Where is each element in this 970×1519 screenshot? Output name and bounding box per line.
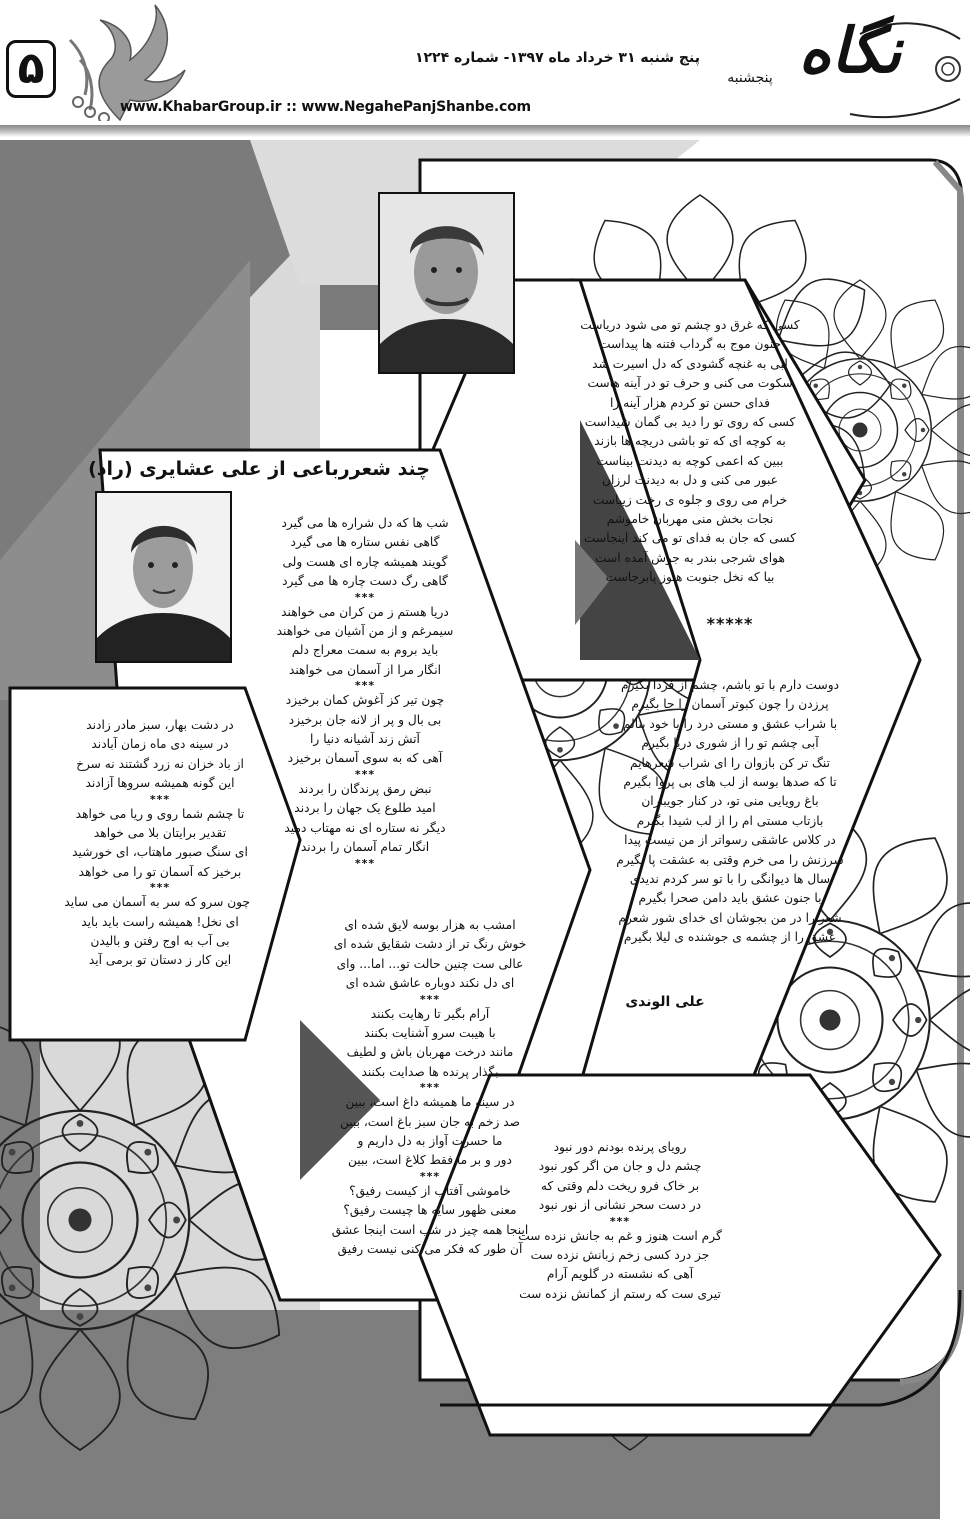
poem-line: در دست سحر نشانی از نور نبود <box>538 1198 702 1213</box>
stanza-separator: *** <box>419 1169 441 1183</box>
stanza-separator: *** <box>354 767 376 781</box>
poem-line: انگار تمام آسمان را بردند <box>300 840 430 855</box>
stanza-separator: *** <box>609 1214 631 1228</box>
stanza-separator: *** <box>149 881 171 895</box>
logo-subtitle: پنجشنبه <box>727 70 773 86</box>
poem-line: کسی که روی تو را دید بی گمان شیداست <box>584 415 796 430</box>
poem-line: جز درد کسی زخم زبانش نزده ست <box>530 1248 710 1263</box>
poem-line: تیری ست که رستم از کمانش نزده ست <box>519 1286 721 1301</box>
poem-line: فدای حسن تو کردم هزار آینه را <box>610 395 770 410</box>
poem-line: شب ها که دل شراره ها می گیرد <box>281 516 449 530</box>
poem-line: خاموشی آفتاب از کیست رفیق؟ <box>349 1183 511 1198</box>
poem-line: شعر را در من بجوشان ای خدای شور شعرم <box>618 910 842 925</box>
poem-line: این کار ز دستان تو برمی آید <box>88 953 232 968</box>
poem-line: این گونه همیشه سروها آزادند <box>85 776 235 791</box>
poem-line: تقدیر برایتان بلا می خواهد <box>93 826 227 841</box>
poem-line: هوای شرجی بندر به جوش آمده است <box>595 550 785 565</box>
poem-line: برخیز که آسمان تو را می خواهد <box>78 864 242 879</box>
poem-line: در کلاس عاشقی رسواتر از من نیست پیدا <box>624 833 836 848</box>
poem-line: آهی که به سوی آسمان برخیزد <box>287 751 443 766</box>
poem-line: به کوچه ای که تو باشی دریچه ها بازند <box>594 434 786 449</box>
poem-bottom-right <box>510 1138 730 1304</box>
poem-line: آرام بگیر تا رهایت بکنند <box>370 1006 490 1021</box>
websites-line: www.KhabarGroup.ir :: www.NegahePanjShanbe.com <box>120 99 531 115</box>
poem-line: ببین که اعمی کوچه به دیدنت بیناست <box>596 453 784 468</box>
stanza-separator: *** <box>149 792 171 806</box>
poem-line: با جنون عشق باید دامن صحرا بگیرم <box>638 891 822 906</box>
poem-line: دیگر نه ستاره ای نه مهتاب دمید <box>284 820 446 835</box>
poem-line: صد زخم به جان سبز باغ است، ببین <box>339 1114 521 1129</box>
poem-line: پرزدن را چون کبوتر آسمان را جا بگیرم <box>631 697 829 712</box>
poem-line: بازتاب مستی ام را از لب شیدا بگیرم <box>636 813 824 828</box>
poem-line: باید بروم به سمت معراج دلم <box>291 643 439 658</box>
poem-line: آبی چشم تو را از شوری دریا بگیرم <box>641 736 819 751</box>
stanza-separator: *** <box>354 679 376 693</box>
poem-line: مانند درخت مهربان باش و لطیف <box>346 1045 514 1060</box>
issue-date: پنج شنبه ۳۱ خرداد ماه ۱۳۹۷- شماره ۱۲۲۴ <box>414 50 700 66</box>
poem-line: دریا هستم ز من کران می خواهند <box>281 604 449 619</box>
stanza-separator: *** <box>419 1081 441 1095</box>
poem-line: گاهی نفس ستاره ها می گیرد <box>290 535 440 550</box>
poem-line: نبض رمق پرندگان را بردند <box>298 781 432 796</box>
poem-right-mid <box>580 676 880 948</box>
poem-line: چون سرو که سر به آسمان می ساید <box>64 895 250 910</box>
poem-line: آتش زند آشیانه دنیا را <box>310 732 420 747</box>
poem-line: در دشت بهار، سبز مادر زادند <box>86 718 234 732</box>
stanza-separator: *** <box>354 856 376 870</box>
poem-line: سرزنش را می خرم وقتی به عشقت پا بگیرم <box>616 852 844 867</box>
masthead <box>0 0 970 140</box>
poem-line: جنون موج به گرداب فتنه ها پیداست <box>598 337 782 352</box>
poem-line: معنی ظهور سایه ها چیست رفیق؟ <box>343 1203 517 1218</box>
poem-line: عالی ست چنین حالت تو... اما... وای <box>336 956 524 971</box>
stanza-separator: *** <box>419 992 441 1006</box>
author-name: علی الوندی <box>625 994 705 1010</box>
poem-line: ای نخل! همیشه راست باید باید <box>81 914 239 929</box>
page-number: ۵ <box>17 43 45 94</box>
poem-line: ای دل نکند دوباره عاشق شده ای <box>345 976 515 991</box>
poem-line: امشب به هزار بوسه لایق شده ای <box>344 918 516 932</box>
poem-line: دوست دارم با تو باشم، چشم از فردا بگیرم <box>620 678 840 692</box>
poem-line: عشق را از چشمه ی جوشنده ی لیلا بگیرم <box>623 930 837 945</box>
stanza-separator: *** <box>354 590 376 604</box>
poem-line: با شراب عشق و مستی درد را با خود بنالم <box>622 716 838 731</box>
poem-line: گویند همیشه چاره ای هست ولی <box>282 554 448 569</box>
poem-line: از باد خزان نه زرد گشتند نه سرخ <box>76 756 244 771</box>
poem-line: در سینه دی ماه زمان آبادند <box>91 737 229 752</box>
poem-line: ما حسرت آواز به دل داریم و <box>357 1134 503 1149</box>
poem-line: انگار مرا از آسمان می خواهند <box>288 662 442 677</box>
separator-stars: ***** <box>706 614 754 633</box>
poem-line: گاهی رگ دست چاره ها می گیرد <box>282 574 448 589</box>
poem-line: نجات بخش منی مهربان خاموشم <box>606 512 774 527</box>
portrait-ashayeri <box>95 491 232 663</box>
poem-center <box>250 514 480 869</box>
poem-line: خوش رنگ تر از دشت شقایق شده ای <box>333 937 527 952</box>
poem-line: با هیبت سرو آشنایت بکنند <box>364 1026 496 1041</box>
poem-line: چشم دل و جان من اگر کور نبود <box>538 1159 702 1174</box>
poem-line: باغ رویایی منی تو، در کنار جویباران <box>641 794 819 809</box>
poem-line: امید طلوع یک جهان را بردند <box>294 801 436 816</box>
poem-line: بیا که نخل جنوبت هنوز پابرجاست <box>605 570 775 585</box>
header-rule <box>0 121 970 137</box>
poem-line: سیمرغم و از من آشیان می خواهند <box>276 624 454 639</box>
poem-line: سکوت می کنی و حرف تو در آینه هاست <box>587 376 793 391</box>
poem-line: کسی که غرق دو چشم تو می شود دریاست <box>580 318 800 332</box>
poem-line: تا چشم شما روی و ریا می خواهد <box>75 806 245 821</box>
poem-line: تا که صدها بوسه از لب های بی پروا بگیرم <box>623 775 837 790</box>
poem-line: بر خاک فرو ریخت دلم وقتی که <box>540 1178 700 1193</box>
poem-line: در سینه ما همیشه داغ است، ببین <box>345 1095 515 1110</box>
poem-line: لبی به غنچه گشودی که دل اسیرت شد <box>592 356 788 371</box>
portrait-alvandi <box>378 192 515 374</box>
poem-line: خرام می روی و جلوه ی رخت زیباست <box>592 492 788 507</box>
poem-line: سال ها دیوانگی را با تو سر کردم ندیدی <box>629 872 831 887</box>
poem-line: اینجا همه چیز در شب است اینجا عشق <box>331 1222 529 1237</box>
poem-line: بی بال و پر از لانه جان برخیزد <box>288 712 442 727</box>
poem-line: گرم است هنوز و غم به جانش نزده ست <box>518 1228 722 1243</box>
poem-line: چون تیر کز آغوش کمان برخیزد <box>285 693 445 708</box>
logo-title: نگاه <box>798 14 902 87</box>
poem-left <box>64 716 250 971</box>
poem-line: رویای پرنده بودنم دور نبود <box>553 1140 687 1154</box>
poem-line: آن طور که فکر می کنی نیست رفیق <box>337 1242 523 1257</box>
poem-line: ای سنگ صبور ماهتاب، ای خورشید <box>72 845 248 860</box>
poem-line: کسی که جان به فدای تو می کند اینجاست <box>584 531 796 546</box>
poem-line: بگذار پرنده ها صدایت بکنند <box>361 1064 499 1079</box>
poem-line: عبور می کنی و دل به دیدنت لرزان <box>602 473 778 488</box>
poem-line: تنگ تر کن بازوان را ای شراب شعرهایم <box>630 755 830 770</box>
poem-right-top <box>520 316 860 588</box>
poem-line: آهی که نشسته در گلویم آرام <box>546 1267 694 1282</box>
article-title: چند شعررباعی از علی عشایری (راد) <box>88 458 430 480</box>
poem-line: بی آب به اوج رفتن و بالیدن <box>90 934 230 949</box>
poem-line: دور و بر ما فقط کلاغ است، ببین <box>348 1153 512 1168</box>
